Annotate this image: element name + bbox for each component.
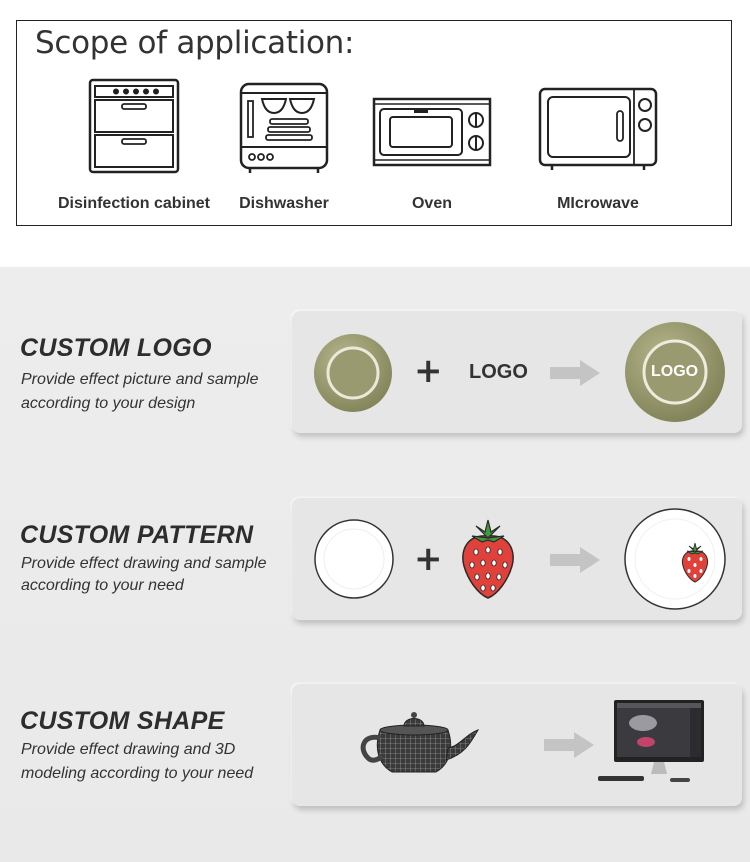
- plain-plate-icon: [313, 518, 395, 600]
- appliance-label: MIcrowave: [557, 195, 639, 212]
- arrow-right-icon: [544, 732, 594, 758]
- custom-shape-title: CUSTOM SHAPE: [20, 707, 225, 735]
- arrow-right-icon: [550, 360, 600, 386]
- plus-sign: +: [414, 539, 443, 579]
- custom-pattern-desc-line1: Provide effect drawing and sample: [21, 555, 267, 572]
- appliance-disinfection-cabinet: [49, 77, 219, 212]
- custom-pattern-panel: [292, 498, 742, 620]
- appliance-label: Disinfection cabinet: [57, 195, 211, 212]
- olive-knob-plain-icon: [312, 332, 394, 414]
- custom-shape-desc-line1: Provide effect drawing and 3D: [21, 741, 236, 758]
- appliance-label: Dishwasher: [239, 195, 329, 212]
- oven-icon: [372, 77, 492, 177]
- custom-pattern-desc-line2: according to your need: [21, 577, 184, 594]
- custom-logo-desc-line2: according to your design: [21, 395, 196, 412]
- appliance-dishwasher: [199, 77, 369, 212]
- scope-title: Scope of application:: [35, 25, 355, 61]
- custom-shape-desc-line2: modeling according to your need: [21, 765, 254, 782]
- appliance-microwave: [513, 77, 683, 212]
- custom-pattern-title: CUSTOM PATTERN: [20, 521, 254, 549]
- arrow-right-icon: [550, 547, 600, 573]
- custom-shape-panel: [292, 684, 742, 806]
- computer-3d-modeling-icon: [598, 698, 708, 790]
- plus-sign: +: [414, 351, 443, 391]
- appliance-oven: [347, 77, 517, 212]
- disinfection-cabinet-icon: [86, 77, 182, 177]
- appliance-label: Oven: [411, 195, 452, 212]
- custom-logo-title: CUSTOM LOGO: [20, 334, 212, 362]
- custom-logo-desc-line1: Provide effect picture and sample: [21, 371, 259, 388]
- teapot-wireframe-icon: [350, 708, 482, 780]
- dishwasher-icon: [236, 77, 332, 177]
- logo-input-text: LOGO: [469, 361, 528, 383]
- custom-logo-panel: [292, 311, 742, 433]
- scope-of-application-box: [16, 20, 732, 226]
- microwave-icon: [538, 77, 658, 177]
- strawberry-plate-icon: [624, 508, 726, 610]
- strawberry-icon: [458, 518, 518, 600]
- knob-logo-text: LOGO: [651, 363, 699, 380]
